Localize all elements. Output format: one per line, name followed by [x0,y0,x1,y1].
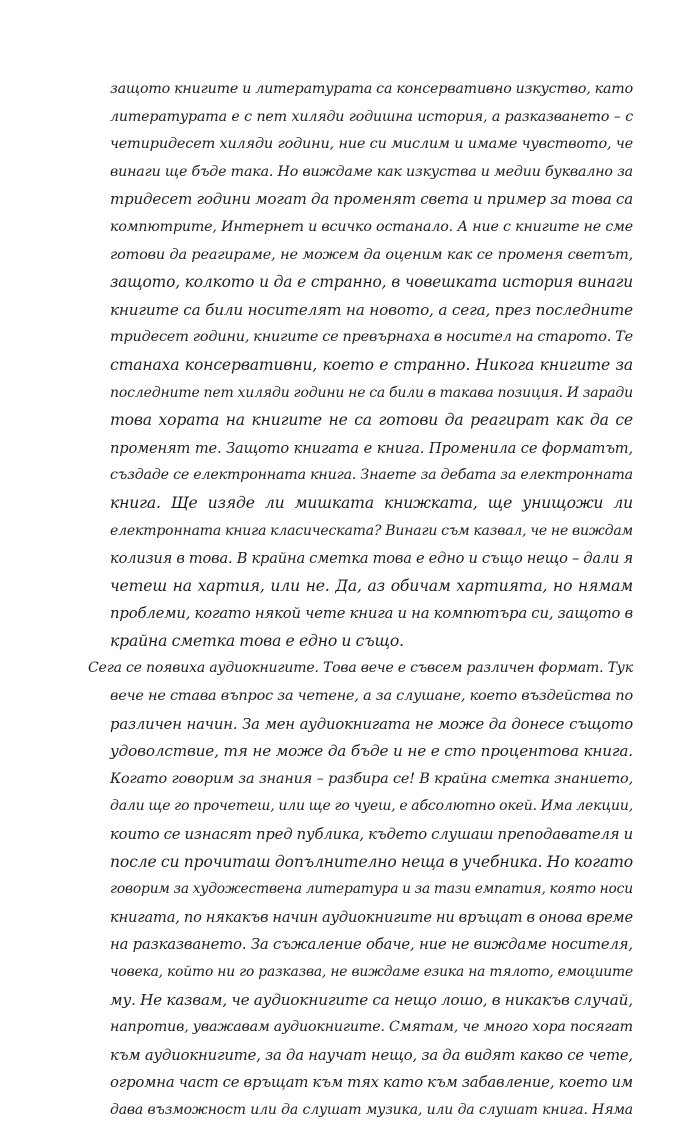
text-line: компютрите, Интернет и всичко останало. А ние с книгите не сме [110,218,633,235]
text-line: променят те. Защото книгата е книга. Променила се форматът, [110,439,633,457]
text-line: после си прочиташ допълнително неща в учебника. Но когато [110,852,633,871]
text-line: удоволствие, тя не може да бъде и не е сто процентова книга. [110,742,633,761]
paragraph-2 [88,655,633,1124]
text-line: станаха консервативни, което е странно. Никога книгите за [110,355,633,374]
text-line: тридесет години, книгите се превърнаха в носител на старото. Те [110,329,633,346]
text-line: към аудиокнигите, за да научат нещо, за да видят какво се чете, [110,1046,633,1064]
text-line: човека, който ни го разказва, не виждаме езика на тялото, емоциите [110,964,633,980]
text-line: Сега се появиха аудиокнигите. Това вече е съвсем различен формат. Тук [88,660,633,677]
text-body [88,76,633,1125]
paragraph-1 [88,76,633,655]
text-line: четиридесет хиляди години, ние си мислим и имаме чувството, че [110,136,633,153]
text-line: защото книгите и литературата са консервативно изкуство, като [110,81,633,97]
text-line: последните пет хиляди години не са били в такава позиция. И заради [110,384,633,401]
text-line: създаде се електронната книга. Знаете за дебата за електронната [110,467,633,484]
text-line: на разказването. За съжаление обаче, ние не виждаме носителя, [110,936,633,954]
text-line: вече не става въпрос за четене, а за слушане, което въздейства по [110,688,633,705]
text-line: книгите са били носителят на новото, а сега, през последните [110,300,633,319]
text-line: Когато говорим за знания – разбира се! В крайна сметка знанието, [110,770,633,787]
text-line: тридесет години могат да променят света и пример за това са [110,190,633,209]
text-line: четеш на хартия, или не. Да, аз обичам хартията, но нямам [110,576,633,595]
text-line: говорим за художествена литература и за тази емпатия, която носи [110,881,633,898]
text-line: литературата е с пет хиляди годишна история, а разказването – с [110,108,633,125]
text-line: книга. Ще изяде ли мишката книжката, ще унищожи ли [110,493,633,512]
text-line: проблеми, когато някой чете книга и на компютъра си, защото в [110,605,633,623]
text-line: това хората на книгите не са готови да реагират как да се [110,411,633,430]
text-line: защото, колкото и да е странно, в човешката история винаги [110,273,633,292]
text-line: напротив, уважавам аудиокнигите. Смятам, че много хора посягат [110,1019,633,1036]
text-line: огромна част се връщат към тях като към забавление, което им [110,1074,633,1092]
text-line: електронната книга класическата? Винаги съм казвал, че не виждам [110,522,633,539]
text-line: му. Не казвам, че аудиокнигите са нещо лошо, в никакъв случай, [110,990,633,1009]
text-line: винаги ще бъде така. Но виждаме как изкуства и медии буквално за [110,163,633,180]
text-line: различен начин. За мен аудиокнигата не може да донесе същото [110,715,633,733]
text-line: готови да реагираме, не можем да оценим как се променя светът, [110,246,633,263]
text-line: книгата, по някакъв начин аудиокнигите ни връщат в онова време [110,908,633,926]
text-line: които се изнасят пред публика, където слушаш преподавателя и [110,826,633,844]
text-line: крайна сметка това е едно и също. [110,631,404,650]
text-line: колизия в това. В крайна сметка това е едно и също нещо – дали я [110,550,633,568]
text-line: дава възможност или да слушат музика, или да слушат книга. Няма [110,1101,633,1118]
text-line: дали ще го прочетеш, или ще го чуеш, е абсолютно окей. Има лекции, [110,798,633,815]
